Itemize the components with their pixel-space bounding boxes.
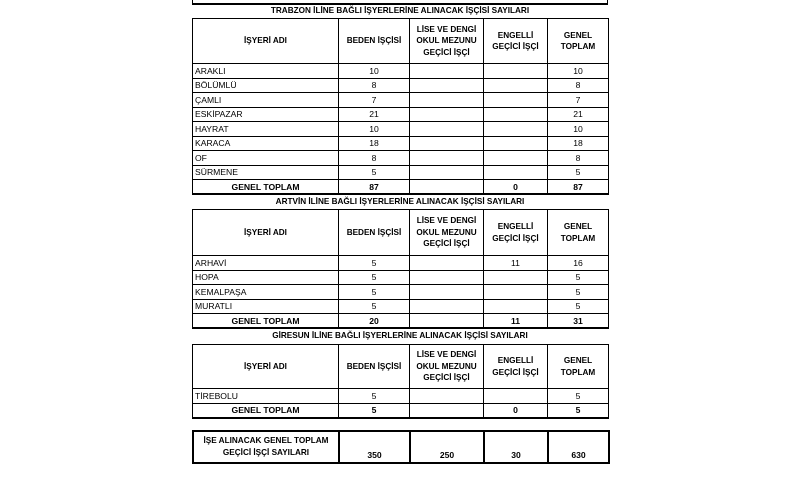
lise-count <box>410 64 484 79</box>
grand-total-engelli: 30 <box>484 431 548 463</box>
lise-count <box>410 389 484 404</box>
genel-count: 8 <box>548 151 609 166</box>
engelli-count <box>484 389 548 404</box>
table-row <box>193 122 609 137</box>
genel-count: 5 <box>548 285 609 300</box>
total-genel: 31 <box>548 314 609 329</box>
section-title-giresun: GİRESUN İLİNE BAĞLI İŞYERLERİNE ALINACAK İŞÇİSİ SAYILARI <box>272 331 528 340</box>
total-label: GENEL TOPLAM <box>193 314 339 329</box>
beden-count: 18 <box>339 136 410 151</box>
workplace-name: ARAKLI <box>193 64 339 79</box>
genel-count: 5 <box>548 270 609 285</box>
engelli-count <box>484 78 548 93</box>
table-row <box>193 78 609 93</box>
total-engelli: 0 <box>484 180 548 195</box>
col-header-beden: BEDEN İŞÇİSİ <box>339 210 410 256</box>
workplace-name: ESKİPAZAR <box>193 107 339 122</box>
workplace-name: MURATLI <box>193 299 339 314</box>
lise-count <box>410 107 484 122</box>
total-row <box>193 403 609 418</box>
workplace-name: KEMALPAŞA <box>193 285 339 300</box>
table-header-row <box>193 19 609 64</box>
engelli-count: 11 <box>484 256 548 271</box>
beden-count: 5 <box>339 285 410 300</box>
table-row <box>193 285 609 300</box>
engelli-count <box>484 122 548 137</box>
engelli-count <box>484 107 548 122</box>
lise-count <box>410 270 484 285</box>
engelli-count <box>484 136 548 151</box>
lise-count <box>410 299 484 314</box>
col-header-lise: LİSE VE DENGİ OKUL MEZUNU GEÇİCİ İŞÇİ <box>410 210 484 256</box>
section-title-artvin: ARTVİN İLİNE BAĞLI İŞYERLERİNE ALINACAK İŞÇİSİ SAYILARI <box>275 197 525 206</box>
grand-total-label: İŞE ALINACAK GENEL TOPLAM GEÇİCİ İŞÇİ SAYILARI <box>193 431 339 463</box>
table-row <box>193 64 609 79</box>
total-label: GENEL TOPLAM <box>193 403 339 418</box>
col-header-lise: LİSE VE DENGİ OKUL MEZUNU GEÇİCİ İŞÇİ <box>410 345 484 389</box>
col-header-name: İŞYERİ ADI <box>193 210 339 256</box>
beden-count: 5 <box>339 270 410 285</box>
workplace-name: TİREBOLU <box>193 389 339 404</box>
col-header-name: İŞYERİ ADI <box>193 19 339 64</box>
workplace-name: SÜRMENE <box>193 165 339 180</box>
engelli-count <box>484 299 548 314</box>
workplace-name: ÇAMLI <box>193 93 339 108</box>
genel-count: 5 <box>548 299 609 314</box>
table-row <box>193 151 609 166</box>
beden-count: 5 <box>339 389 410 404</box>
beden-count: 10 <box>339 64 410 79</box>
engelli-count <box>484 93 548 108</box>
grand-total-table <box>192 430 610 464</box>
workplace-name: HOPA <box>193 270 339 285</box>
genel-count: 5 <box>548 165 609 180</box>
engelli-count <box>484 270 548 285</box>
total-beden: 20 <box>339 314 410 329</box>
engelli-count <box>484 165 548 180</box>
table-header-row <box>193 345 609 389</box>
beden-count: 5 <box>339 165 410 180</box>
genel-count: 10 <box>548 122 609 137</box>
table-row <box>193 136 609 151</box>
total-lise <box>410 403 484 418</box>
beden-count: 5 <box>339 256 410 271</box>
table-giresun <box>192 344 609 419</box>
beden-count: 8 <box>339 151 410 166</box>
table-row <box>193 107 609 122</box>
grand-total-row <box>193 431 609 463</box>
beden-count: 10 <box>339 122 410 137</box>
engelli-count <box>484 285 548 300</box>
workplace-name: ARHAVİ <box>193 256 339 271</box>
total-engelli: 11 <box>484 314 548 329</box>
beden-count: 7 <box>339 93 410 108</box>
lise-count <box>410 93 484 108</box>
total-genel: 87 <box>548 180 609 195</box>
total-lise <box>410 314 484 329</box>
col-header-name: İŞYERİ ADI <box>193 345 339 389</box>
workplace-name: HAYRAT <box>193 122 339 137</box>
total-lise <box>410 180 484 195</box>
col-header-beden: BEDEN İŞÇİSİ <box>339 345 410 389</box>
total-row <box>193 314 609 329</box>
table-trabzon <box>192 18 609 195</box>
lise-count <box>410 256 484 271</box>
genel-count: 5 <box>548 389 609 404</box>
grand-total-beden: 350 <box>339 431 410 463</box>
col-header-genel: GENEL TOPLAM <box>548 345 609 389</box>
table-row <box>193 165 609 180</box>
beden-count: 21 <box>339 107 410 122</box>
workplace-name: KARACA <box>193 136 339 151</box>
total-row <box>193 180 609 195</box>
col-header-engelli: ENGELLİ GEÇİCİ İŞÇİ <box>484 345 548 389</box>
total-beden: 87 <box>339 180 410 195</box>
workplace-name: OF <box>193 151 339 166</box>
table-row <box>193 270 609 285</box>
beden-count: 5 <box>339 299 410 314</box>
col-header-engelli: ENGELLİ GEÇİCİ İŞÇİ <box>484 210 548 256</box>
col-header-genel: GENEL TOPLAM <box>548 210 609 256</box>
table-row <box>193 93 609 108</box>
beden-count: 8 <box>339 78 410 93</box>
table-artvin <box>192 209 609 329</box>
col-header-genel: GENEL TOPLAM <box>548 19 609 64</box>
total-beden: 5 <box>339 403 410 418</box>
genel-count: 18 <box>548 136 609 151</box>
table-row <box>193 256 609 271</box>
lise-count <box>410 285 484 300</box>
table-row <box>193 389 609 404</box>
section-title-trabzon: TRABZON İLİNE BAĞLI İŞYERLERİNE ALINACAK İŞÇİSİ SAYILARI <box>270 6 530 15</box>
genel-count: 21 <box>548 107 609 122</box>
total-genel: 5 <box>548 403 609 418</box>
genel-count: 16 <box>548 256 609 271</box>
grand-total-genel: 630 <box>548 431 609 463</box>
genel-count: 8 <box>548 78 609 93</box>
col-header-beden: BEDEN İŞÇİSİ <box>339 19 410 64</box>
genel-count: 10 <box>548 64 609 79</box>
table-header-row <box>193 210 609 256</box>
total-label: GENEL TOPLAM <box>193 180 339 195</box>
workplace-name: BÖLÜMLÜ <box>193 78 339 93</box>
total-engelli: 0 <box>484 403 548 418</box>
col-header-engelli: ENGELLİ GEÇİCİ İŞÇİ <box>484 19 548 64</box>
lise-count <box>410 136 484 151</box>
engelli-count <box>484 64 548 79</box>
col-header-lise: LİSE VE DENGİ OKUL MEZUNU GEÇİCİ İŞÇİ <box>410 19 484 64</box>
lise-count <box>410 165 484 180</box>
grand-total-lise: 250 <box>410 431 484 463</box>
genel-count: 7 <box>548 93 609 108</box>
engelli-count <box>484 151 548 166</box>
lise-count <box>410 151 484 166</box>
table-row <box>193 299 609 314</box>
lise-count <box>410 122 484 137</box>
lise-count <box>410 78 484 93</box>
